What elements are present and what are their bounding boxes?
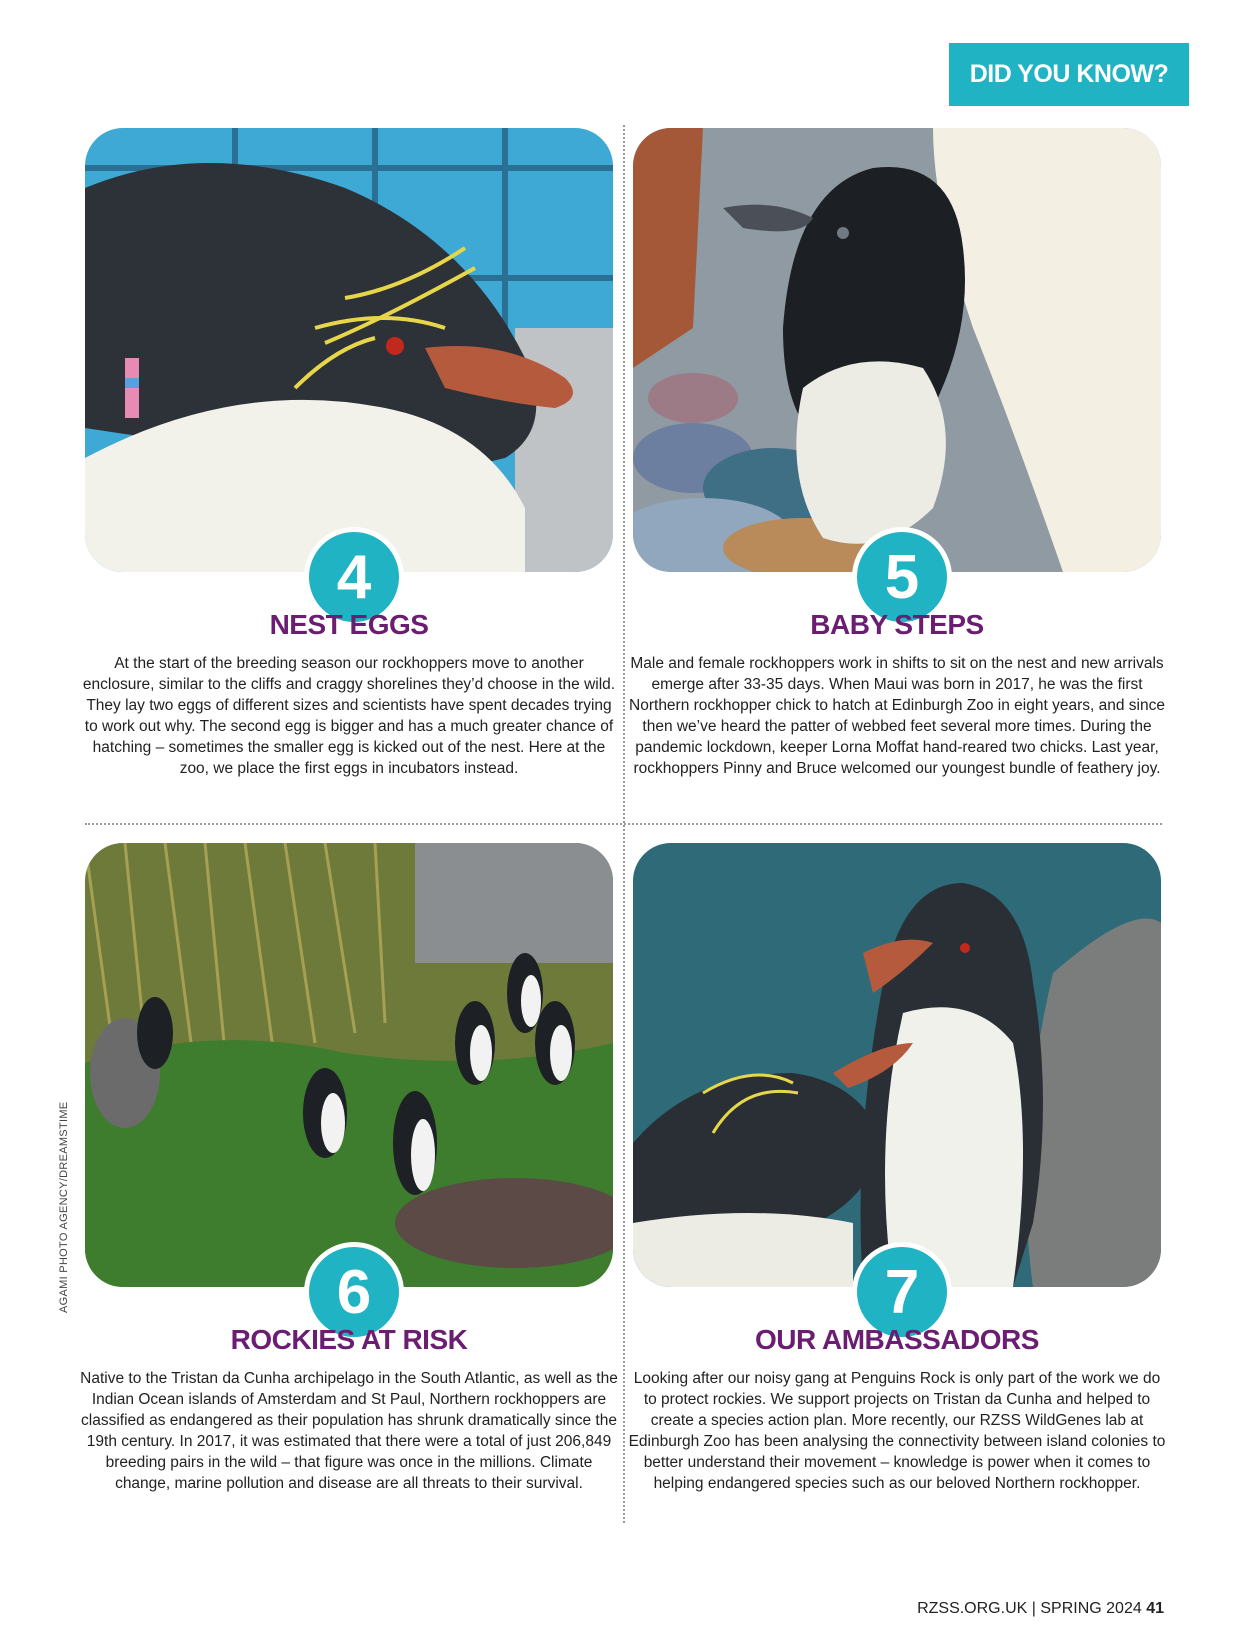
horizontal-divider <box>85 823 1162 825</box>
fact-title: BABY STEPS <box>810 609 984 640</box>
photo-penguin-colony <box>85 843 613 1287</box>
footer-site: RZSS.ORG.UK <box>917 1600 1028 1617</box>
page-number: 41 <box>1146 1600 1164 1617</box>
photo-rockhopper-closeup <box>85 128 613 572</box>
fact-body: Male and female rockhoppers work in shifts to sit on the nest and new arrivals emerge after 33-35 days. When Maui was born in 2017, he was the first Northern rockhopper chick to hatch at Edinburgh Zoo in eight years, and since then we’ve heard the patter of webbed feet several more times. During the pandemic lockdown, keeper Lorna Moffat hand-reared two chicks. Last year, rockhoppers Pinny and Bruce welcomed our youngest bundle of feathery joy. <box>629 655 1165 777</box>
photo-chick-with-parent <box>633 128 1161 572</box>
fact-body: Looking after our noisy gang at Penguins Rock is only part of the work we do to protect rockies. We support projects on Tristan da Cunha and helped to create a species action plan. More recently, our RZSS WildGenes lab at Edinburgh Zoo has been analysing the connectivity between island colonies to better understand their movement – knowledge is power when it comes to helping endangered species such as our beloved Northern rockhopper. <box>628 1370 1166 1492</box>
footer-separator: | <box>1031 1600 1036 1617</box>
fact-title: ROCKIES AT RISK <box>230 1324 468 1355</box>
fact-number-badge: 5 <box>852 527 952 627</box>
photo-credit: AGAMI PHOTO AGENCY/DREAMSTIME <box>58 1101 70 1313</box>
fact-number-badge: 4 <box>304 527 404 627</box>
fact-body: Native to the Tristan da Cunha archipelago in the South Atlantic, as well as the Indian Ocean islands of Amsterdam and St Paul, Northern rockhoppers are classified as endangered as their population has shrunk dramatically since the 19th century. In 2017, it was estimated that there were a total of just 206,849 breeding pairs in the wild – that figure was once in the millions. Climate change, marine pollution and disease are all threats to their survival. <box>80 1370 618 1492</box>
fact-title: OUR AMBASSADORS <box>755 1324 1039 1355</box>
footer-issue: SPRING 2024 <box>1040 1600 1142 1617</box>
fact-number-badge: 7 <box>852 1242 952 1342</box>
fact-title: NEST EGGS <box>269 609 429 640</box>
did-you-know-badge: DID YOU KNOW? <box>949 43 1189 106</box>
fact-number-badge: 6 <box>304 1242 404 1342</box>
page-footer <box>917 1600 1164 1618</box>
photo-penguins-grooming <box>633 843 1161 1287</box>
fact-body: At the start of the breeding season our rockhoppers move to another enclosure, similar to the cliffs and craggy shorelines they’d choose in the wild. They lay two eggs of different sizes and scientists have spent decades trying to work out why. The second egg is bigger and has a much greater chance of hatching – sometimes the smaller egg is kicked out of the nest. Here at the zoo, we place the first eggs in incubators instead. <box>82 655 616 777</box>
